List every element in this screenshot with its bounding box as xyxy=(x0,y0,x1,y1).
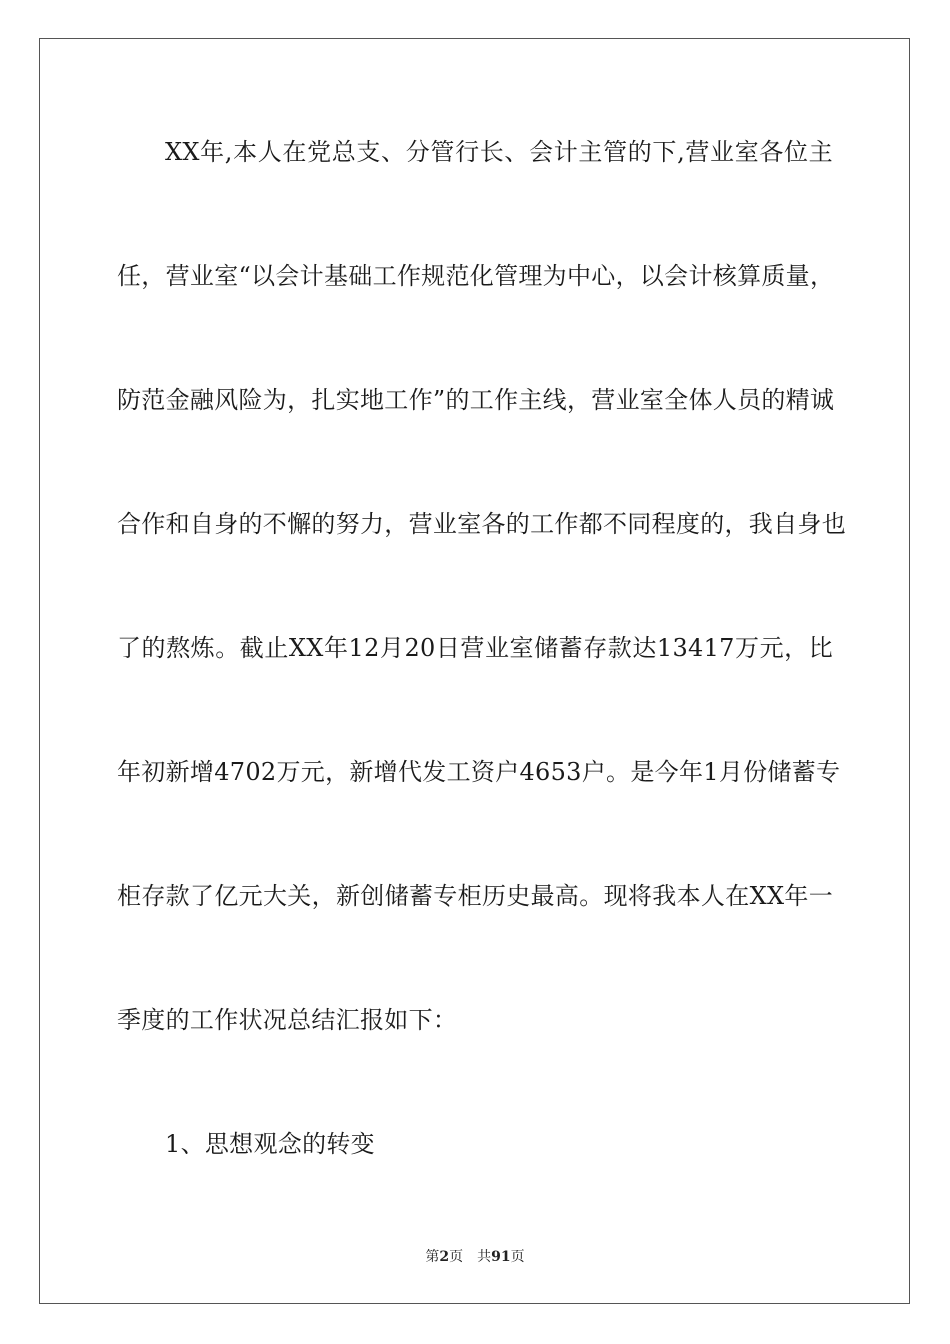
page-border xyxy=(39,38,910,1304)
footer-total-pages: 91 xyxy=(491,1249,511,1265)
footer-total-suffix: 页 xyxy=(510,1249,525,1265)
paragraph-line-8: 季度的工作状况总结汇报如下： xyxy=(117,1006,458,1034)
section-heading: 1、思想观念的转变 xyxy=(165,1130,375,1158)
paragraph-line-1: XX年,本人在党总支、分管行长、会计主管的下,营业室各位主 xyxy=(165,138,833,166)
paragraph-line-7: 柜存款了亿元大关，新创储蓄专柜历史最高。现将我本人在XX年一 xyxy=(117,882,833,910)
paragraph-line-6: 年初新增4702万元，新增代发工资户4653户。是今年1月份储蓄专 xyxy=(117,758,841,786)
paragraph-line-3: 防范金融风险为，扎实地工作”的工作主线，营业室全体人员的精诚 xyxy=(117,386,835,414)
paragraph-line-2: 任，营业室“以会计基础工作规范化管理为中心，以会计核算质量， xyxy=(117,262,835,290)
footer-page-number: 2 xyxy=(439,1249,450,1265)
footer-page-suffix: 页 xyxy=(449,1249,464,1265)
page-footer xyxy=(0,1246,950,1266)
paragraph-line-5: 了的熬炼。截止XX年12月20日营业室储蓄存款达13417万元，比 xyxy=(117,634,833,662)
footer-page-prefix: 第 xyxy=(425,1249,440,1265)
footer-total-prefix: 共 xyxy=(477,1249,492,1265)
paragraph-line-4: 合作和自身的不懈的努力，营业室各的工作都不同程度的，我自身也 xyxy=(117,510,846,538)
